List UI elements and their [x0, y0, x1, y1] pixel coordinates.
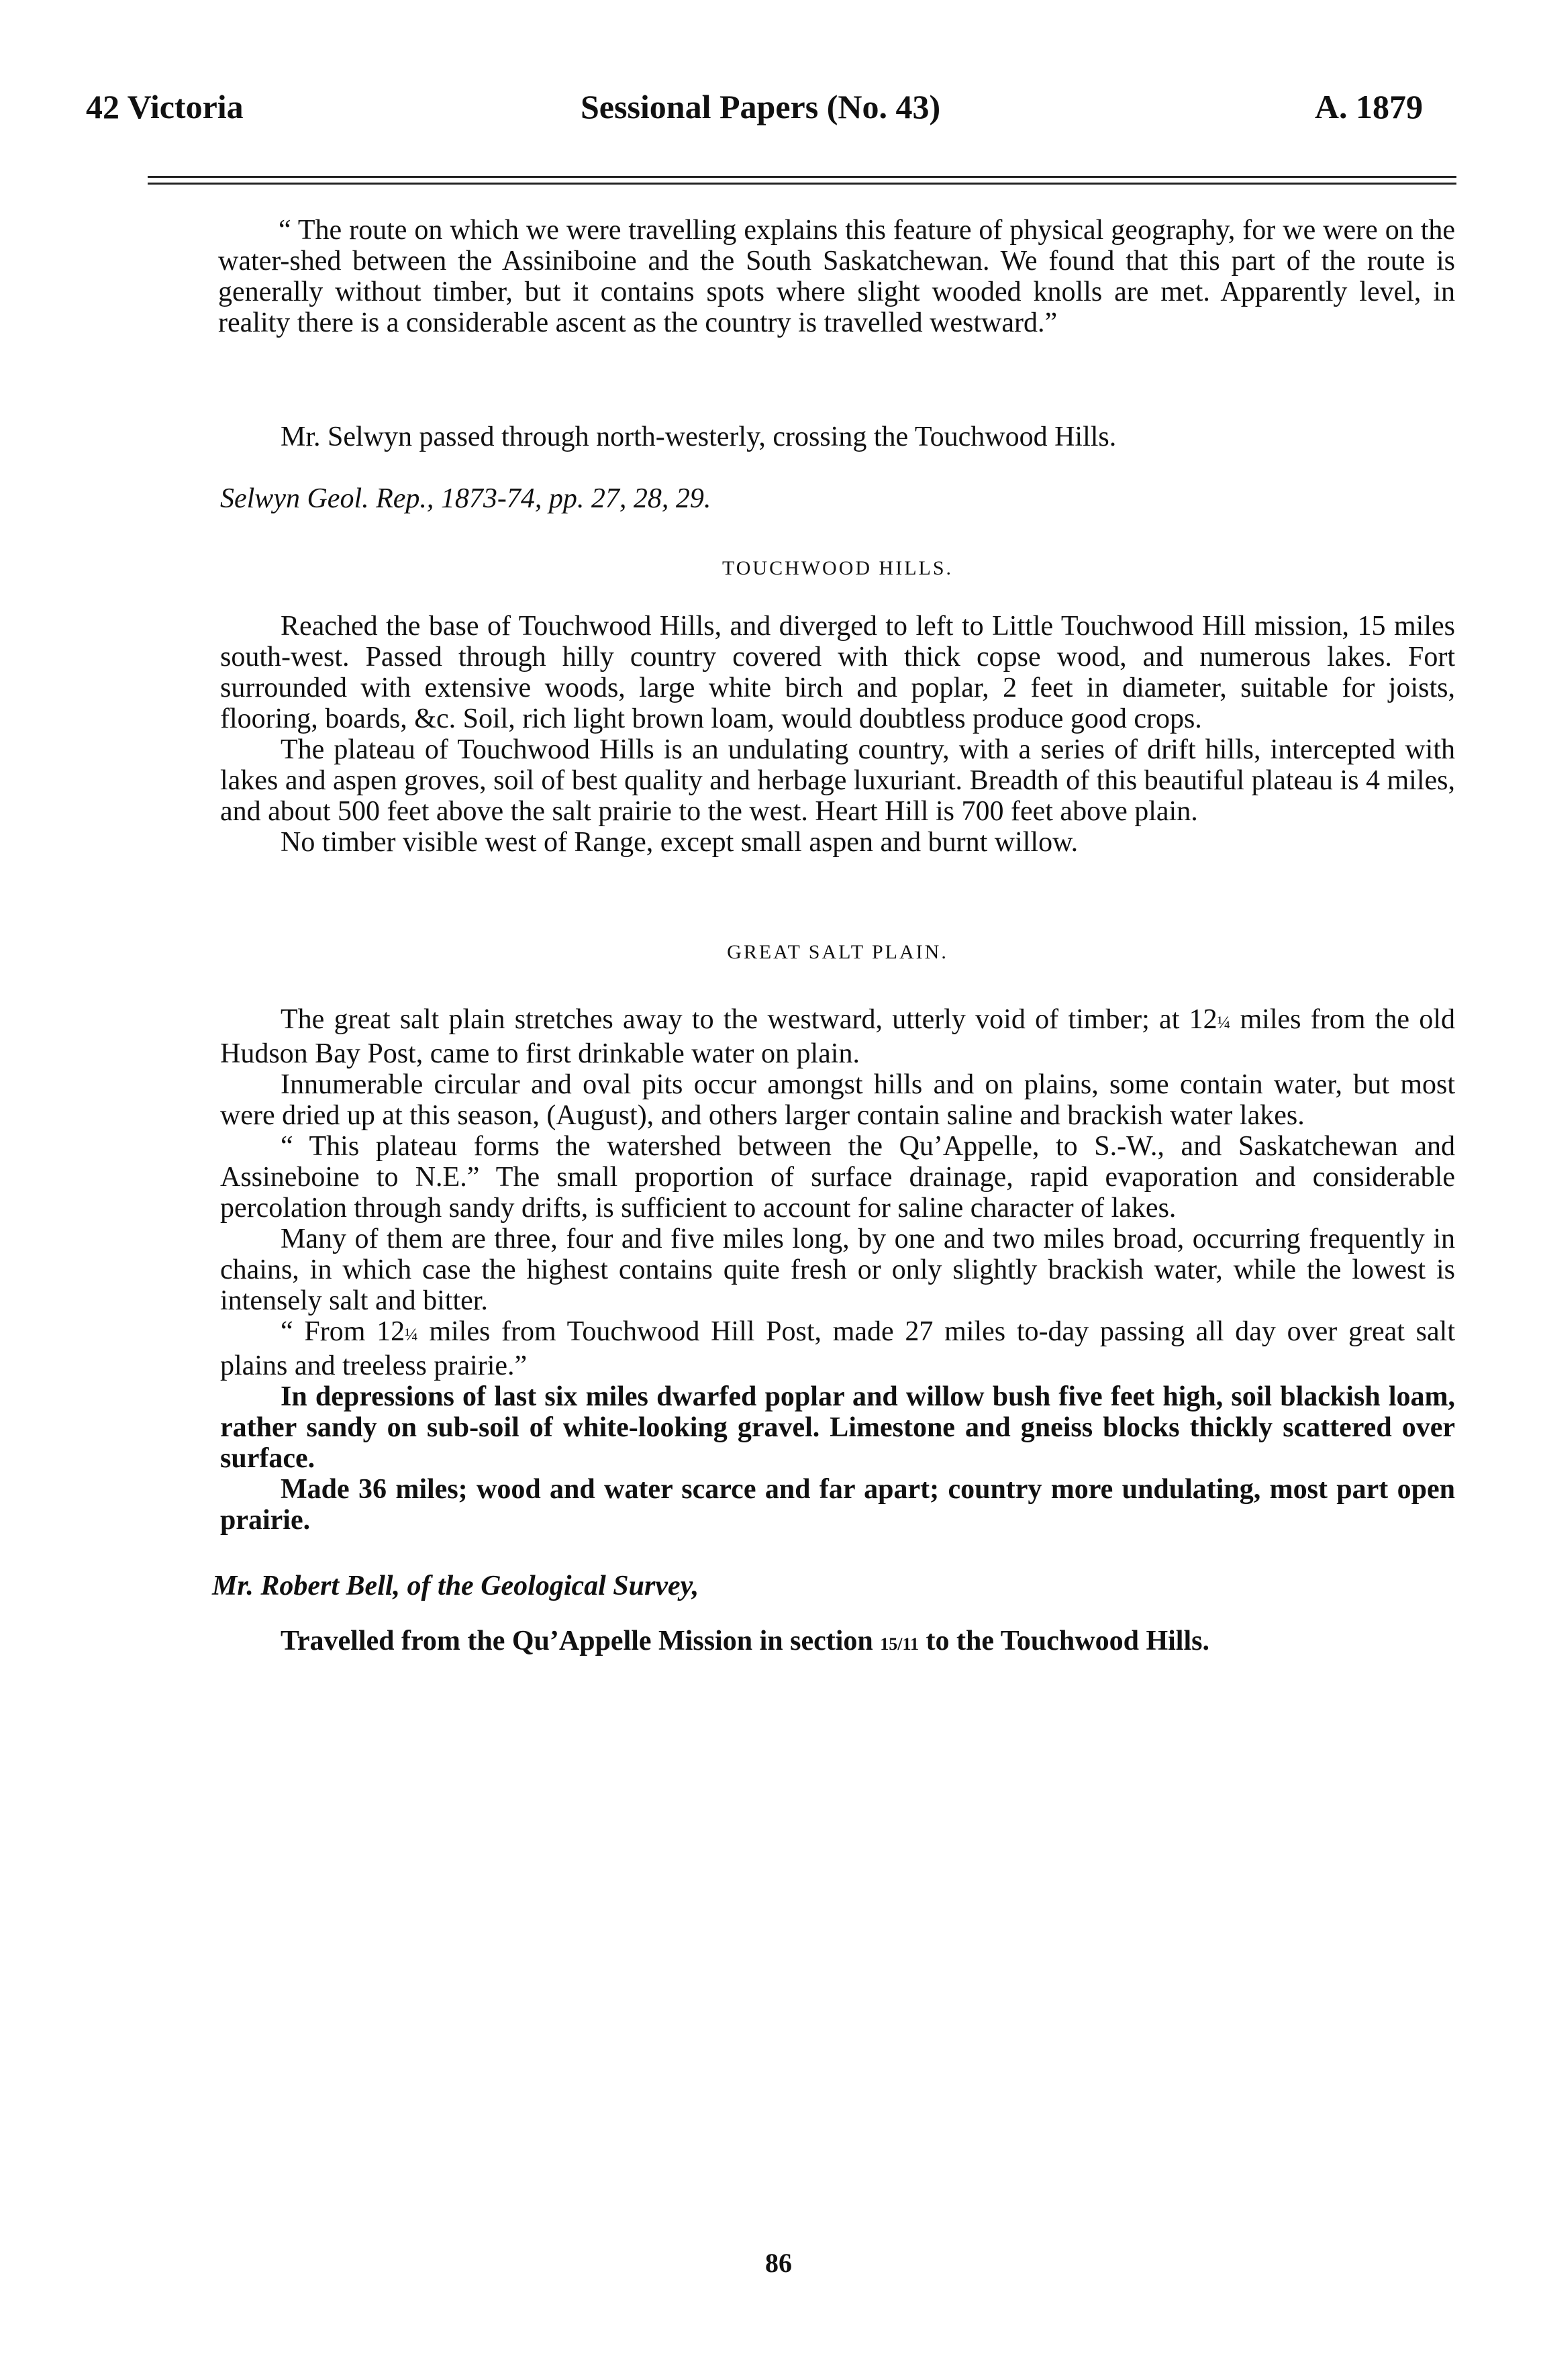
spacer — [220, 968, 1455, 1004]
header-rule-bottom — [148, 183, 1456, 185]
header-rule-top — [148, 176, 1456, 178]
salt-paragraph-6: In depressions of last six miles dwarfed poplar and willow bush five feet high, soil blackish loam, rather sandy on sub-soil of white-looking gravel. Limestone and gneiss blocks thickly scattered over surface. — [220, 1381, 1455, 1474]
salt-p1-part-b: miles from the old Hudson Bay Post, came to first drinkable water on plain. — [220, 1004, 1455, 1069]
salt-paragraph-2: Innumerable circular and oval pits occur amongst hills and on plains, some contain water, but most were dried up at this season, (August), and others larger contain saline and brackish water lakes. — [220, 1069, 1455, 1131]
fraction-quarter: ¼ — [1217, 1013, 1231, 1032]
spacer — [220, 514, 1455, 553]
salt-p5-part-a: “ From 12 — [281, 1316, 405, 1347]
salt-p1-part-a: The great salt plain stretches away to the westward, utterly void of timber; at 12 — [281, 1004, 1217, 1035]
bell-line-part-b: to the Touchwood Hills. — [919, 1626, 1209, 1656]
page-number: 86 — [765, 2248, 792, 2278]
selwyn-reference: Selwyn Geol. Rep., 1873-74, pp. 27, 28, 29. — [220, 483, 711, 514]
header-title: Sessional Papers (No. 43) — [581, 88, 941, 126]
salt-paragraph-5 — [220, 1316, 1455, 1381]
section-heading-salt-plain: GREAT SALT PLAIN. — [727, 941, 948, 963]
fraction-quarter-2: ¼ — [405, 1325, 418, 1344]
touchwood-paragraph-2: The plateau of Touchwood Hills is an undulating country, with a series of drift hills, intercepted with lakes and aspen groves, soil of best quality and herbage luxuriant. Breadth of this beautiful plateau is 4 miles, and about 500 feet above the salt prairie to the west. Heart Hill is 700 feet above plain. — [220, 734, 1455, 827]
spacer — [220, 1601, 1455, 1626]
spacer — [220, 452, 1455, 483]
touchwood-paragraph-3: No timber visible west of Range, except small aspen and burnt willow. — [281, 827, 1079, 858]
section-fraction: 15/11 — [880, 1634, 919, 1654]
selwyn-paragraph: Mr. Selwyn passed through north-westerly, crossing the Touchwood Hills. — [281, 422, 1117, 452]
salt-paragraph-4: Many of them are three, four and five miles long, by one and two miles broad, occurring frequently in chains, in which case the highest contains quite fresh or only slightly brackish water, while the lowest is intensely salt and bitter. — [220, 1224, 1455, 1316]
touchwood-paragraph-1: Reached the base of Touchwood Hills, and diverged to left to Little Touchwood Hill mission, 15 miles south-west. Passed through hilly country covered with thick copse wood, and numerous lakes. Fort surrounded with extensive woods, large white birch and poplar, 2 feet in diameter, suitable for joists, flooring, boards, &c. Soil, rich light brown loam, would doubtless produce good crops. — [220, 611, 1455, 734]
spacer — [220, 858, 1455, 937]
header-volume: 42 Victoria — [86, 88, 244, 126]
bell-heading: Mr. Robert Bell, of the Geological Survey, — [212, 1571, 699, 1601]
quoted-paragraph: “ The route on which we were travelling explains this feature of physical geography, for we were on the water-shed between the Assiniboine and the South Saskatchewan. We found that this part of the route is generally without timber, but it contains spots where slight wooded knolls are met. Apparently level, in reality there is a considerable ascent as the country is travelled westward.” — [218, 215, 1455, 338]
running-header — [81, 81, 1450, 141]
section-heading-touchwood: TOUCHWOOD HILLS. — [722, 557, 954, 579]
salt-p5-part-b: miles from Touchwood Hill Post, made 27 miles to-day passing all day over great salt plains and treeless prairie.” — [220, 1316, 1455, 1381]
spacer — [220, 584, 1455, 611]
salt-paragraph-1 — [220, 1004, 1455, 1069]
bell-line-part-a: Travelled from the Qu’Appelle Mission in section — [281, 1626, 881, 1656]
salt-paragraph-7: Made 36 miles; wood and water scarce and far apart; country more undulating, most part open prairie. — [220, 1474, 1455, 1536]
salt-paragraph-3: “ This plateau forms the watershed between the Qu’Appelle, to S.-W., and Saskatchewan and Assineboine to N.E.” The small proportion of surface drainage, rapid evaporation and considerable percolation through sandy drifts, is sufficient to account for saline character of lakes. — [220, 1131, 1455, 1224]
spacer — [220, 338, 1455, 422]
bell-paragraph — [220, 1626, 1455, 1660]
spacer — [220, 1536, 1455, 1571]
header-year: A. 1879 — [1314, 88, 1423, 126]
page-body — [212, 215, 1455, 1660]
